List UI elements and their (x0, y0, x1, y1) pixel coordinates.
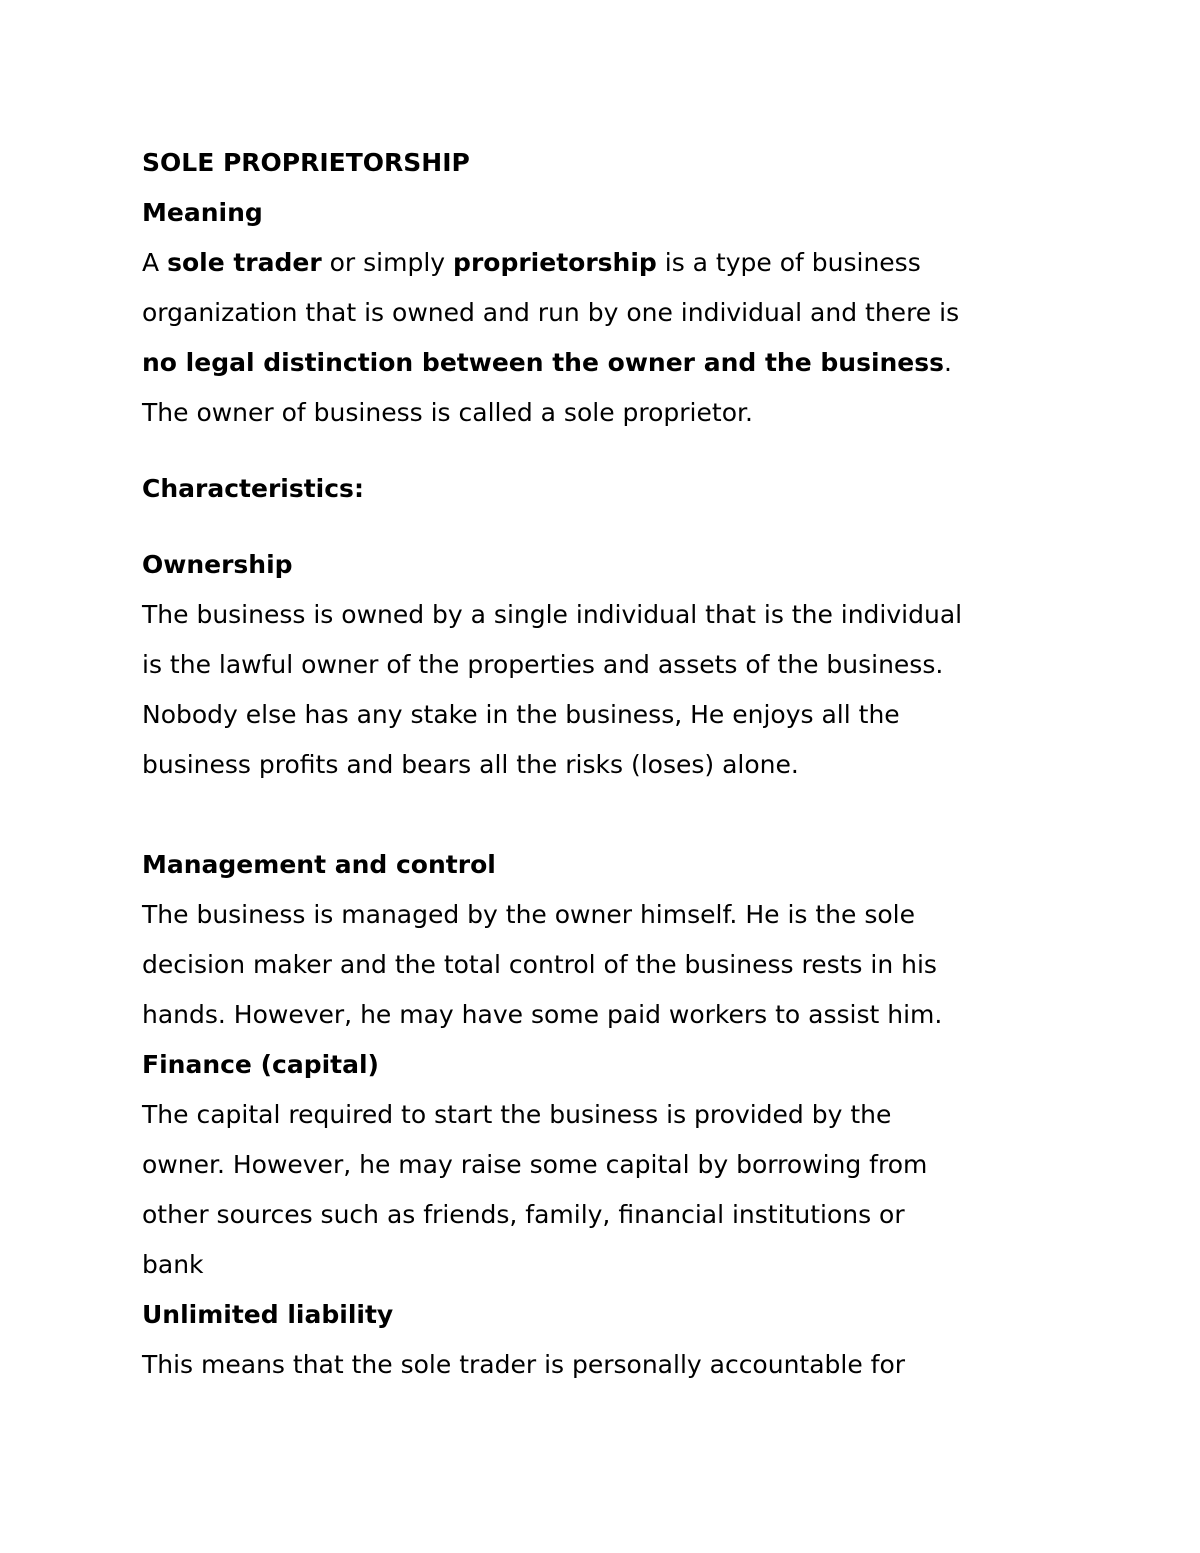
spacer (142, 790, 1082, 840)
management-heading: Management and control (142, 850, 496, 879)
ownership-line-3: Nobody else has any stake in the business, He enjoys all the (142, 700, 900, 729)
meaning-legal-distinction: no legal distinction between the owner and the business (142, 348, 945, 377)
ownership-line-4: business profits and bears all the risks (loses) alone. (142, 750, 799, 779)
document-title: SOLE PROPRIETORSHIP (142, 148, 470, 177)
finance-line-1: The capital required to start the business is provided by the (142, 1100, 892, 1129)
meaning-period: . (944, 348, 952, 377)
meaning-line-1 (142, 238, 1082, 288)
finance-line-2: owner. However, he may raise some capital by borrowing from (142, 1150, 928, 1179)
characteristics-heading: Characteristics: (142, 474, 364, 503)
meaning-text-a: A (142, 248, 168, 277)
meaning-text-e: is a type of business (656, 248, 921, 277)
spacer (142, 514, 1082, 540)
finance-line-4: bank (142, 1250, 204, 1279)
management-line-3: hands. However, he may have some paid workers to assist him. (142, 1000, 943, 1029)
finance-line-3: other sources such as friends, family, financial institutions or (142, 1200, 905, 1229)
ownership-heading: Ownership (142, 550, 293, 579)
finance-heading: Finance (capital) (142, 1050, 379, 1079)
management-line-2: decision maker and the total control of the business rests in his (142, 950, 937, 979)
management-line-1: The business is managed by the owner himself. He is the sole (142, 900, 915, 929)
liability-heading: Unlimited liability (142, 1300, 394, 1329)
meaning-line-3 (142, 338, 1082, 388)
meaning-heading: Meaning (142, 198, 263, 227)
meaning-text-c: or simply (321, 248, 454, 277)
meaning-line-4: The owner of business is called a sole proprietor. (142, 398, 753, 427)
meaning-term-proprietorship: proprietorship (453, 248, 657, 277)
meaning-line-2: organization that is owned and run by one individual and there is (142, 298, 960, 327)
liability-line-1: This means that the sole trader is personally accountable for (142, 1350, 906, 1379)
ownership-line-2: is the lawful owner of the properties and assets of the business. (142, 650, 944, 679)
meaning-term-sole-trader: sole trader (167, 248, 322, 277)
ownership-line-1: The business is owned by a single individual that is the individual (142, 600, 963, 629)
document-page (142, 138, 1082, 1390)
spacer (142, 438, 1082, 464)
